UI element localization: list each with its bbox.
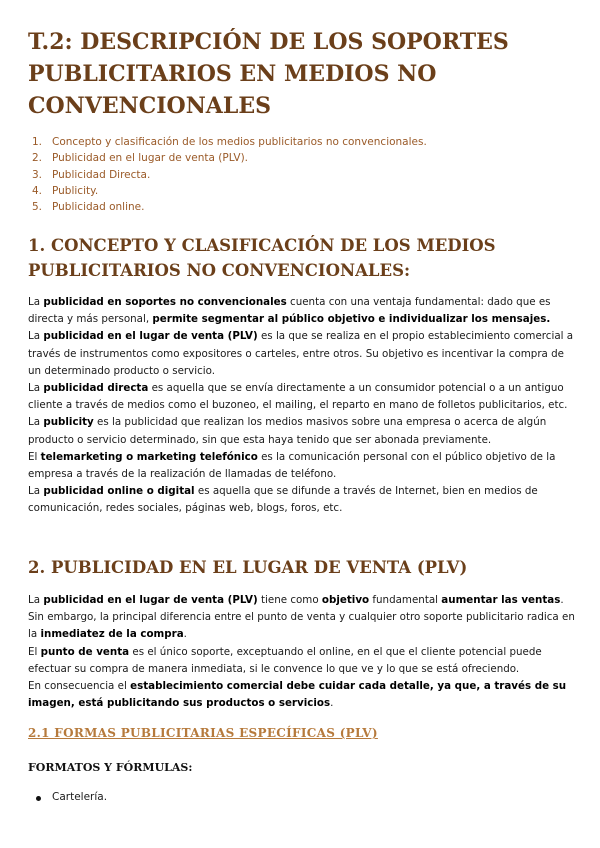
paragraph: El telemarketing o marketing telefónico es la comunicación personal con el público objetivo de la empresa a través de la realización de llamadas de teléfono. (28, 450, 556, 481)
paragraph: En consecuencia el establecimiento comercial debe cuidar cada detalle, ya que, a través de su imagen, está publicitando sus productos o servicios. (28, 680, 567, 710)
section-2-heading: 2. PUBLICIDAD EN EL LUGAR DE VENTA (PLV) (28, 558, 468, 577)
section-1-heading: 1. CONCEPTO Y CLASIFICACIÓN DE LOS MEDIOS PUBLICITARIOS NO CONVENCIONALES: (28, 236, 496, 280)
bullet-icon (36, 796, 41, 801)
toc-item: 4. Publicity. (32, 184, 99, 197)
paragraph: La publicidad online o digital es aquella que se difunde a través de Internet, bien en medios de comunicación, redes sociales, páginas web, blogs, foros, etc. (28, 485, 538, 515)
table-of-contents (32, 134, 427, 215)
toc-item: 3. Publicidad Directa. (32, 168, 151, 181)
paragraph: La publicity es la publicidad que realizan los medios masivos sobre una empresa o acerca de algún producto o servicio determinado, sin que esta haya tenido que ser abonada previamente. (28, 416, 547, 446)
toc-item: 2. Publicidad en el lugar de venta (PLV). (32, 152, 249, 165)
paragraph: La publicidad en el lugar de venta (PLV) tiene como objetivo fundamental aumentar las ventas. Sin embargo, la principal diferencia entre el punto de venta y cualquier otro soporte publicitario radica en la inmediatez de la compra. (28, 594, 575, 641)
formats-heading: FORMATOS Y FÓRMULAS: (28, 761, 193, 774)
toc-item: 5. Publicidad online. (32, 201, 145, 214)
formats-list (36, 791, 107, 803)
section-1-body (28, 294, 576, 518)
toc-item: 1. Concepto y clasificación de los medios publicitarios no convencionales. (32, 136, 427, 148)
list-item: Cartelería. (36, 791, 107, 803)
document-title: T.2: DESCRIPCIÓN DE LOS SOPORTES PUBLICITARIOS EN MEDIOS NO CONVENCIONALES (28, 29, 509, 119)
subsection-heading: 2.1 FORMAS PUBLICITARIAS ESPECÍFICAS (PLV) (28, 726, 378, 740)
paragraph: La publicidad en el lugar de venta (PLV) es la que se realiza en el propio establecimiento comercial a través de instrumentos como expositores o carteles, entre otros. Su objetivo es incentivar la compra de un determinado producto o servicio. (28, 330, 574, 377)
paragraph: La publicidad directa es aquella que se envía directamente a un consumidor potencial o a un antiguo cliente a través de medios como el buzoneo, el mailing, el reparto en mano de folletos publicitarios, etc. (28, 382, 568, 412)
paragraph: El punto de venta es el único soporte, exceptuando el online, en el que el cliente potencial puede efectuar su compra de manera inmediata, si le convence lo que ve y lo que se está ofreciendo. (28, 645, 542, 675)
paragraph: La publicidad en soportes no convencionales cuenta con una ventaja fundamental: dado que es directa y más personal, permite segmentar al público objetivo e individualizar los mensajes. (28, 296, 551, 326)
section-2-body (28, 592, 576, 712)
